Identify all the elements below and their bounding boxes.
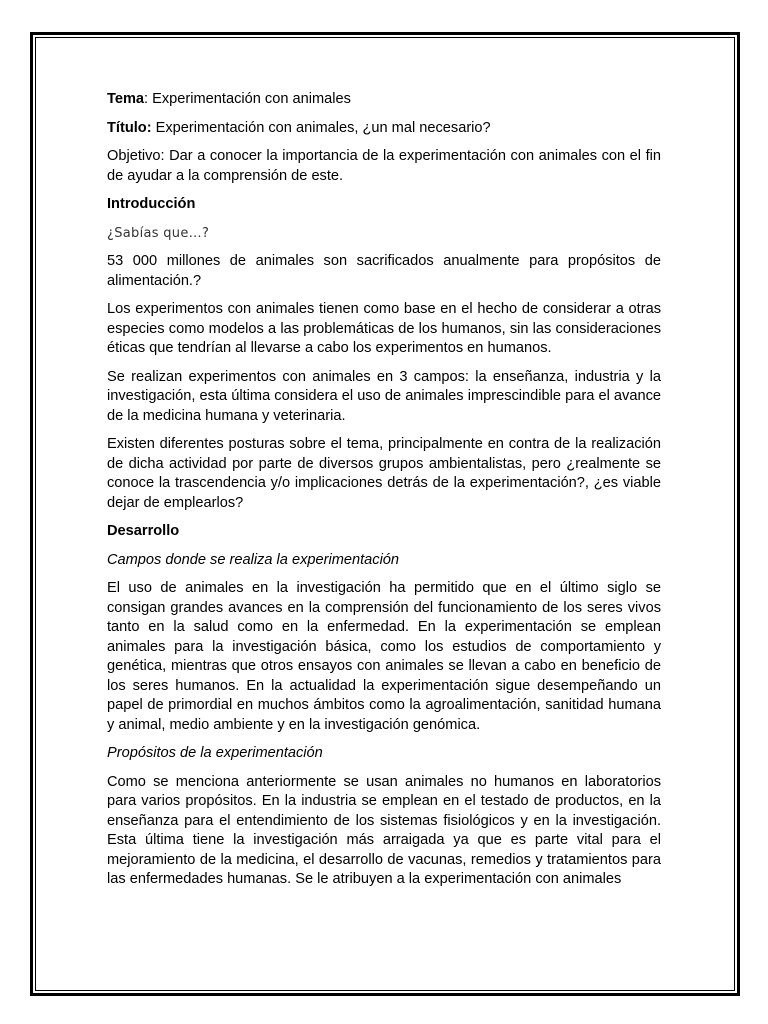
intro-paragraph-3: Se realizan experimentos con animales en 3 campos: la enseñanza, industria y la investigación, esta última considera el uso de animales imprescindible para el avance de la medicina humana y veterinaria.	[107, 368, 661, 424]
intro-paragraph-1: 53 000 millones de animales son sacrificados anualmente para propósitos de alimentación.?	[107, 253, 661, 289]
document-body	[107, 90, 661, 899]
tema-value: : Experimentación con animales	[144, 91, 351, 107]
campos-subheading: Campos donde se realiza la experimentación	[107, 551, 400, 568]
titulo-label: Título:	[107, 119, 152, 136]
tema-label: Tema	[107, 91, 145, 107]
intro-paragraph-4: Existen diferentes posturas sobre el tema, principalmente en contra de la realización de dicha actividad por parte de diversos grupos ambientalistas, pero ¿realmente se conoce la trascendencia y/o implicaciones detrás de la experimentación?, ¿es viable dejar de emplearlos?	[107, 436, 661, 511]
propositos-paragraph: Como se menciona anteriormente se usan animales no humanos en laboratorios para varios propósitos. En la industria se emplean en el testado de productos, en la enseñanza para el entendimiento de los sistemas fisiológicos y en la investigación. Esta última tiene la investigación más arraigada ya que es parte vital para el mejoramiento de la medicina, el desarrollo de vacunas, remedios y tratamientos para las enfermedades humanas. Se le atribuyen a la experimentación con animales	[107, 773, 661, 887]
objetivo-paragraph: Objetivo: Dar a conocer la importancia de la experimentación con animales con el fin de ayudar a la comprensión de este.	[107, 148, 661, 184]
titulo-value: Experimentación con animales, ¿un mal necesario?	[151, 119, 491, 136]
campos-paragraph: El uso de animales en la investigación ha permitido que en el último siglo se consigan grandes avances en la comprensión del funcionamiento de los seres vivos tanto en la salud como en la enfermedad. En la experimentación se emplean animales para la investigación básica, como los estudios de comportamiento y genética, mientras que otros ensayos con animales se llevan a cabo en beneficio de los seres humanos. En la actualidad la experimentación sigue desempeñando un papel de primordial en muchos ámbitos como la agroalimentación, sanitidad humana y animal, medio ambiente y en la investigación genómica.	[107, 580, 661, 733]
tema-line	[107, 90, 661, 110]
titulo-line	[107, 119, 661, 139]
introduccion-heading: Introducción	[107, 196, 196, 212]
sabias-que-line: ¿Sabías que…?	[107, 225, 210, 241]
desarrollo-heading: Desarrollo	[107, 523, 180, 539]
propositos-subheading: Propósitos de la experimentación	[107, 745, 323, 761]
intro-paragraph-2: Los experimentos con animales tienen como base en el hecho de considerar a otras especies como modelos a las problemáticas de los humanos, sin las consideraciones éticas que tendrían al llevarse a cabo los experimentos en humanos.	[107, 301, 661, 356]
